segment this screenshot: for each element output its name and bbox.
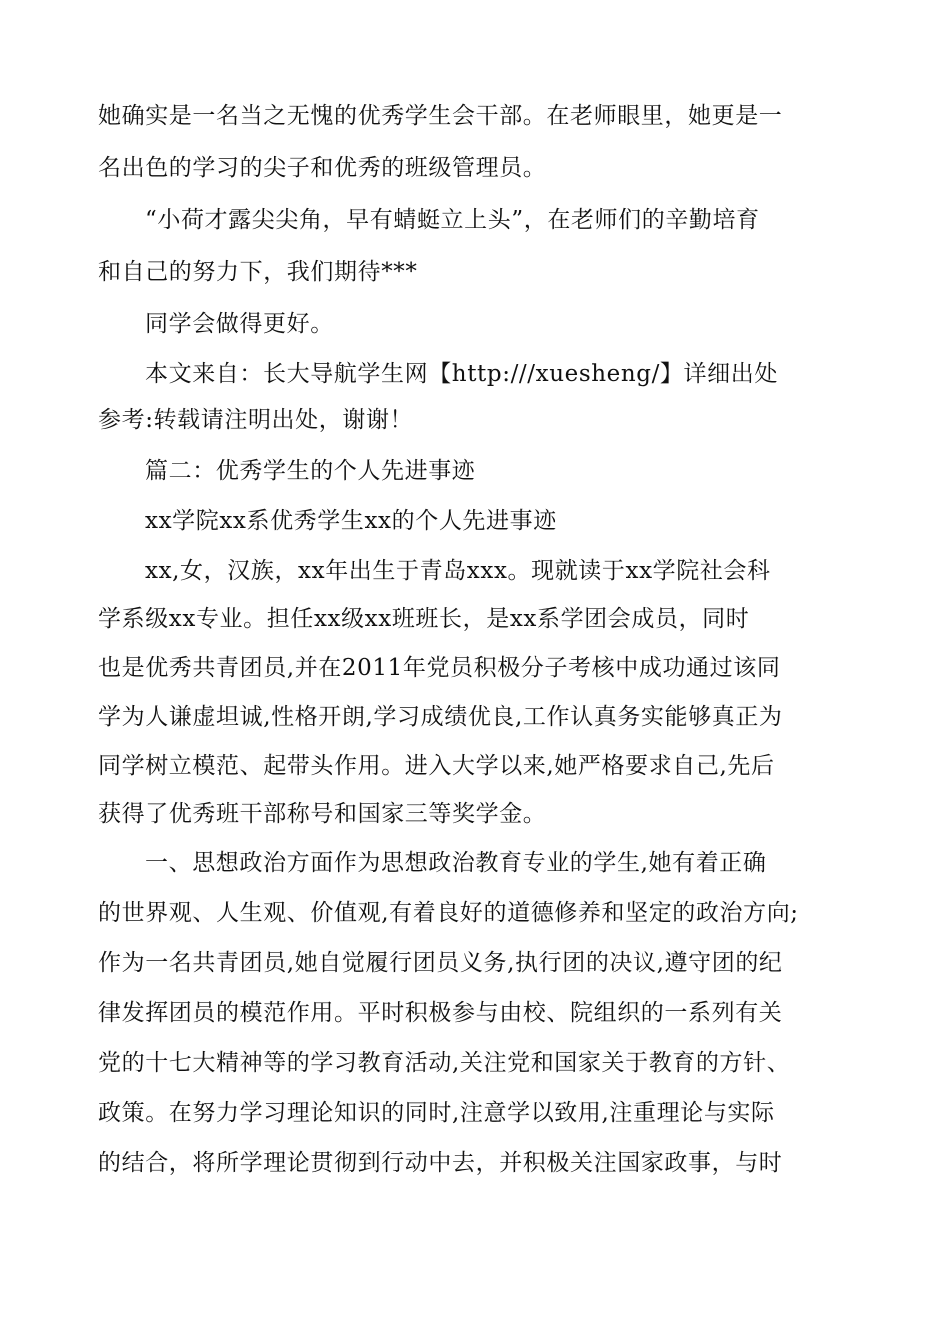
- text-line: 同学树立模范、起带头作用。进入大学以来,她严格要求自己,先后: [98, 753, 775, 779]
- text-line: 的世界观、人生观、价值观,有着良好的道德修养和坚定的政治方向;: [98, 900, 799, 926]
- text-line: 的结合，将所学理论贯彻到行动中去，并积极关注国家政事，与时: [98, 1150, 783, 1176]
- text-line: 一、思想政治方面作为思想政治教育专业的学生,她有着正确: [145, 850, 767, 876]
- text-line: 学系级xx专业。担任xx级xx班班长，是xx系学团会成员，同时: [98, 606, 750, 632]
- section-heading: 篇二：优秀学生的个人先进事迹: [145, 458, 476, 484]
- text-line: 政策。在努力学习理论知识的同时,注意学以致用,注重理论与实际: [98, 1100, 775, 1126]
- text-line: 党的十七大精神等的学习教育活动,关注党和国家关于教育的方针、: [98, 1050, 791, 1076]
- text-line: 她确实是一名当之无愧的优秀学生会干部。在老师眼里，她更是一: [98, 103, 783, 129]
- text-line: 本文来自：长大导航学生网【http:///xuesheng/】详细出处: [145, 361, 778, 387]
- text-line: 参考:转载请注明出处，谢谢！: [98, 407, 414, 433]
- text-line: 律发挥团员的模范作用。平时积极参与由校、院组织的一系列有关: [98, 1000, 783, 1026]
- text-line: 作为一名共青团员,她自觉履行团员义务,执行团的决议,遵守团的纪: [98, 950, 783, 976]
- text-line: 也是优秀共青团员,并在2011年党员积极分子考核中成功通过该同: [98, 655, 781, 681]
- text-line: xx,女，汉族，xx年出生于青岛xxx。现就读于xx学院社会科: [145, 558, 771, 584]
- text-line: 学为人谦虚坦诚,性格开朗,学习成绩优良,工作认真务实能够真正为: [98, 704, 783, 730]
- text-line: 同学会做得更好。: [145, 311, 334, 337]
- text-line: 名出色的学习的尖子和优秀的班级管理员。: [98, 155, 547, 181]
- text-line: 和自己的努力下，我们期待***: [98, 259, 418, 285]
- text-line: 获得了优秀班干部称号和国家三等奖学金。: [98, 801, 547, 827]
- text-line: “小荷才露尖尖角，早有蜻蜓立上头”，在老师们的辛勤培育: [145, 207, 760, 233]
- text-line: xx学院xx系优秀学生xx的个人先进事迹: [145, 508, 557, 534]
